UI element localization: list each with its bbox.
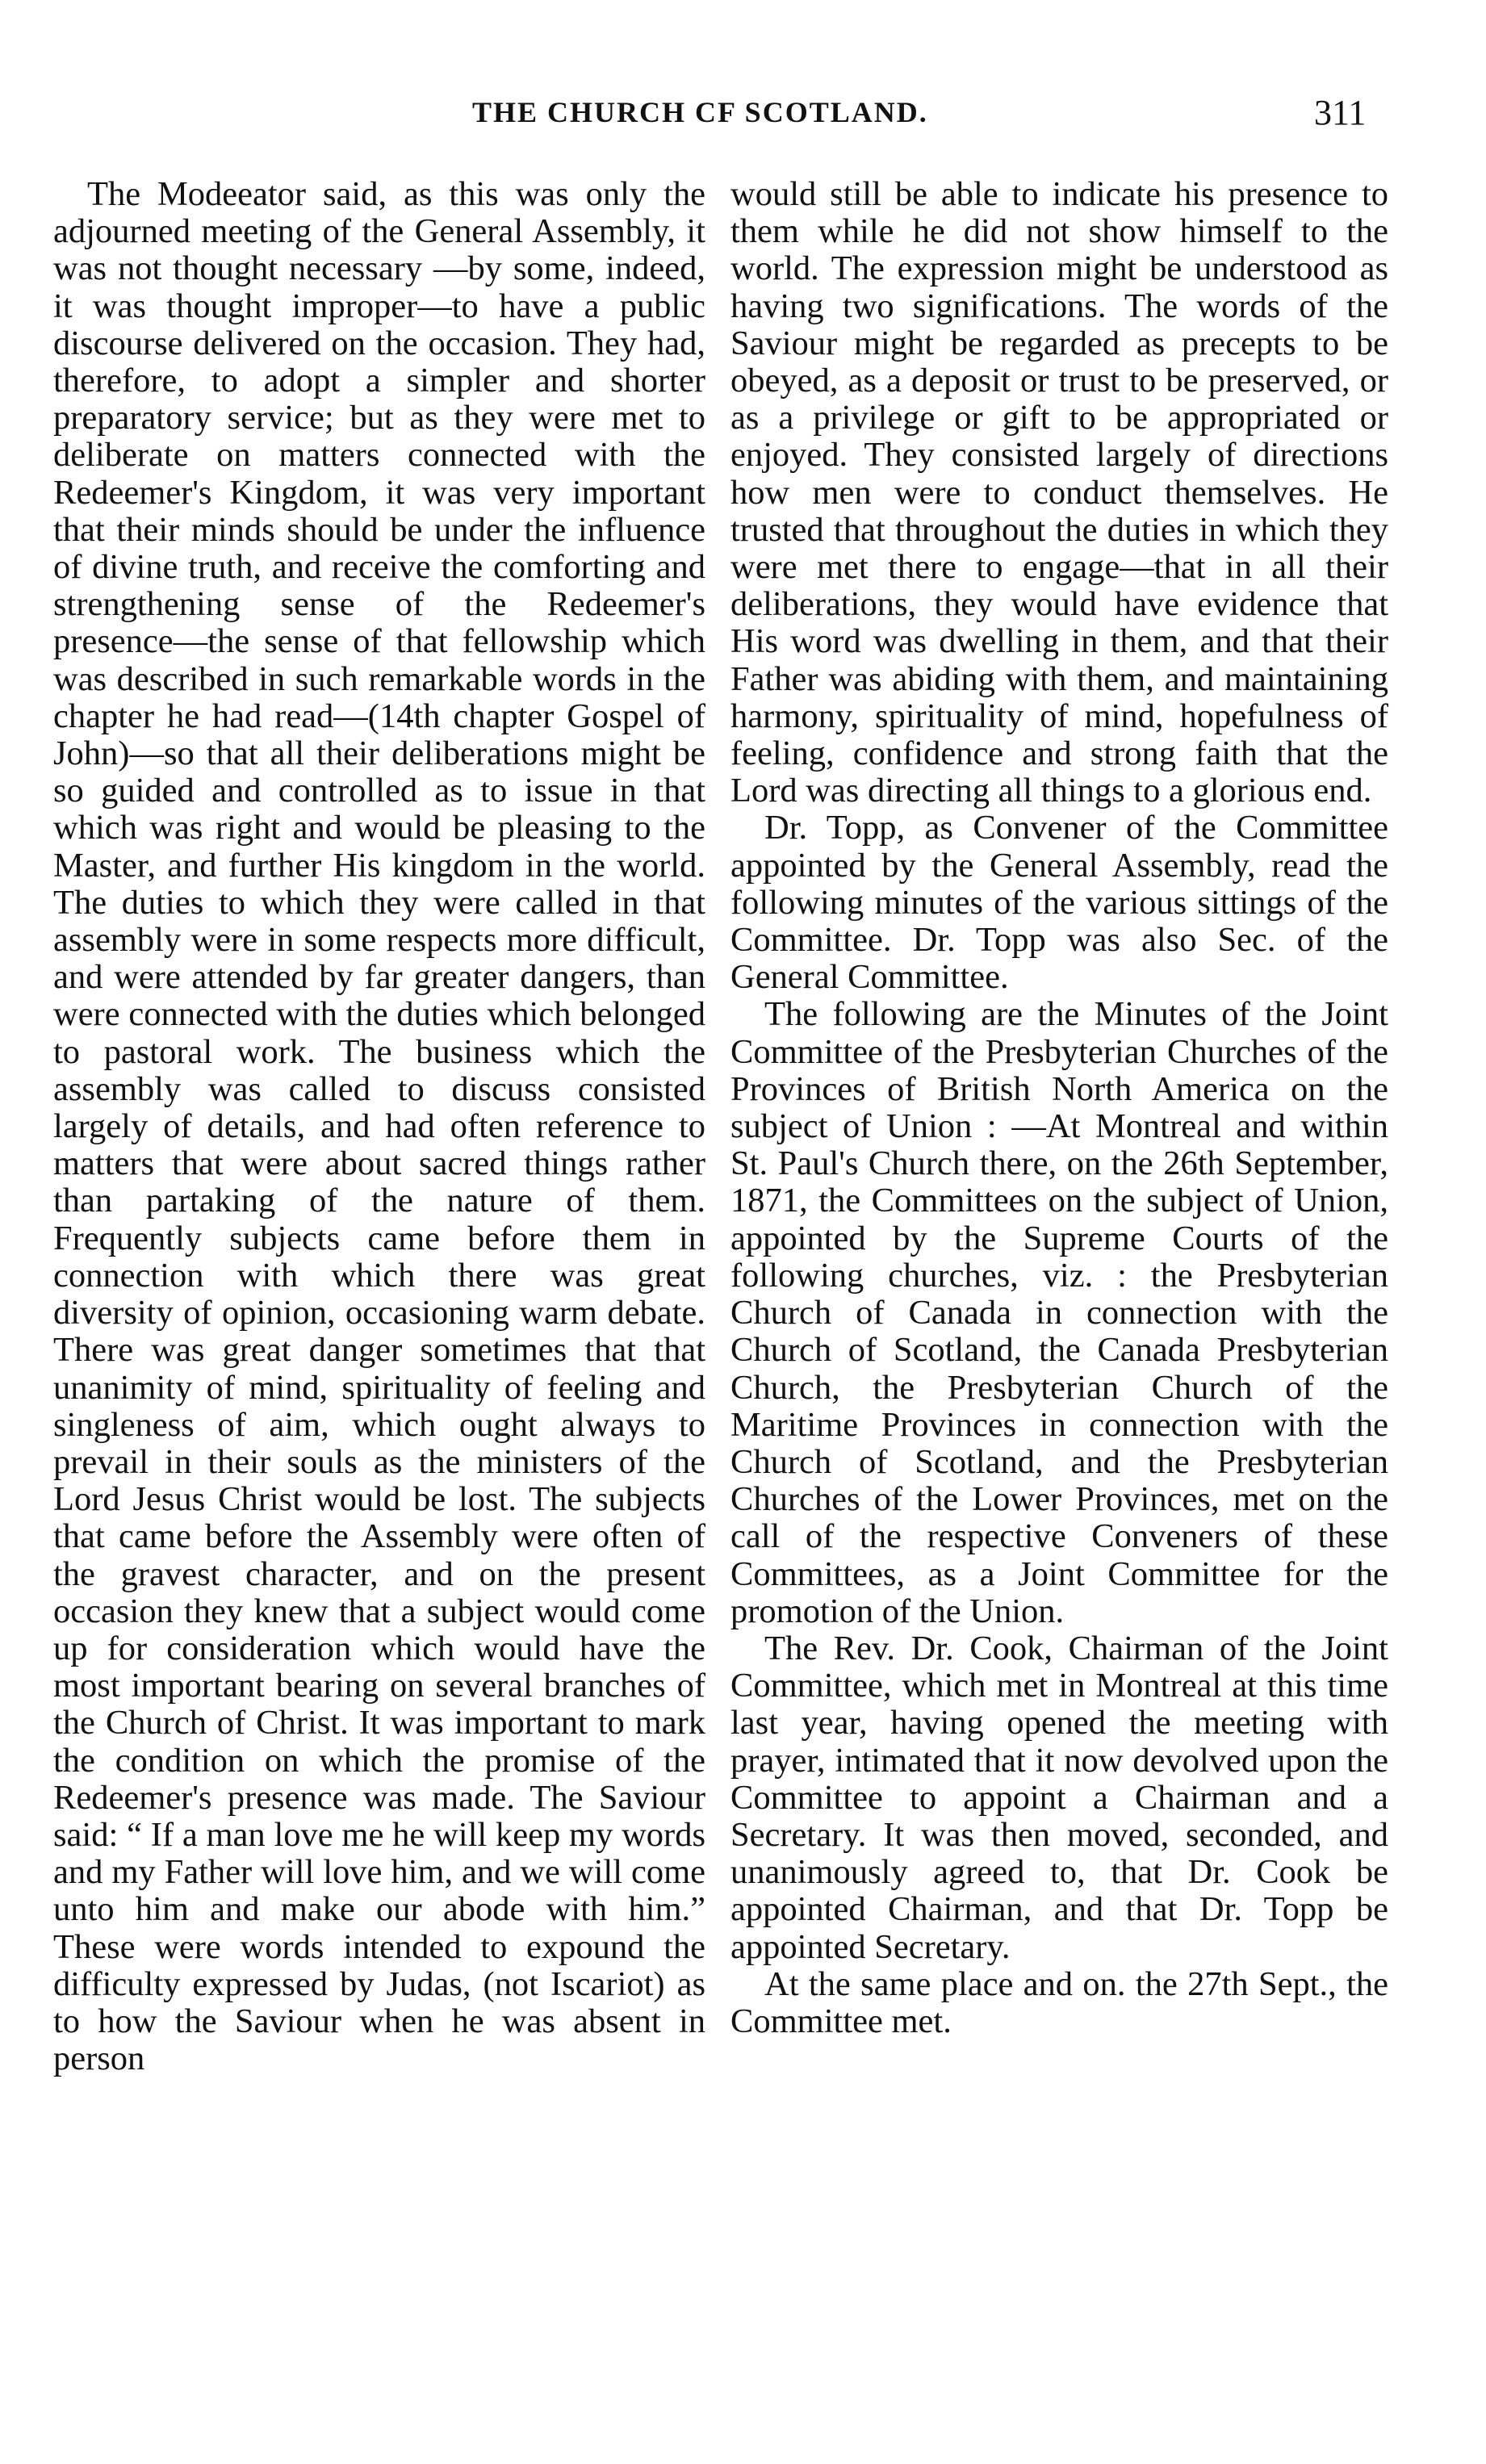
page-number: 311 <box>1314 93 1367 132</box>
paragraph: At the same place and on. the 27th Sept., the Committee met. <box>730 1964 1388 2040</box>
running-header <box>0 95 1486 144</box>
paragraph: The Modeeator said, as this was only the adjourned meeting of the General Assembly, it was not thought necessary —by some, indeed, it was thought improper—to have a public discourse delivered on the occasion. They had, therefore, to adopt a simpler and shorter preparatory service; but as they were met to deliberate on matters connected with the Redeemer's Kingdom, it was very important that their minds should be under the influence of divine truth, and receive the comforting and strengthening sense of the Redeemer's presence—the sense of that fellowship which was described in such remarkable words in the chapter he had read—(14th chapter Gospel of John)—so that all their deliberations might be so guided and controlled as to issue in that which was right and would be pleasing to the Master, and further His kingdom in the world. The duties to which they were called in that assembly were in some respects more difficult, and were attended by far greater dangers, than were connected with the duties which belonged to pastoral work. The business which the assembly was called to discuss consisted largely of details, and had often reference to matters that were about sacred things rather than partaking of the nature of them. Frequently subjects came before them in connection with which there was great diversity of opinion, occasioning warm debate. There was great danger sometimes that that unanimity of mind, spirituality of feeling and singleness of aim, which ought always to prevail in their souls as the ministers of the Lord Jesus Christ would be lost. The subjects that came before the Assembly were often of the gravest character, and on the present occasion they knew that a subject would come up for consideration which would have the most important bearing on several branches of the Church of Christ. It was important to mark the condition on which the promise of the Redeemer's presence was made. The Saviour said: “ If a man love me he will keep my words and my Father will love him, and we will come unto him and make our abode with him.” These were words intended to expound the difficulty expressed by Judas, (not Iscariot) as to how the Saviour when he was absent in person <box>53 175 705 2078</box>
paragraph: Dr. Topp, as Convener of the Committee appointed by the General Assembly, read the following minutes of the various sittings of the Committee. Dr. Topp was also Sec. of the General Committee. <box>730 809 1388 997</box>
running-title: THE CHURCH CF SCOTLAND. <box>472 96 928 128</box>
left-column <box>53 176 705 2077</box>
paragraph: The following are the Minutes of the Joint Committee of the Presbyterian Churches of the Provinces of British North America on the subject of Union : —At Montreal and within St. Paul's Church there, on the 26th September, 1871, the Committees on the subject of Union, appointed by the Supreme Courts of the following churches, viz. : the Presbyterian Church of Canada in connection with the Church of Scotland, the Canada Presbyterian Church, the Presbyterian Church of the Maritime Provinces in connection with the Church of Scotland, and the Presbyterian Churches of the Lower Provinces, met on the call of the respective Conveners of these Committees, as a Joint Committee for the promotion of the Union. <box>730 995 1388 1630</box>
right-column <box>730 176 1388 2040</box>
paragraph-continued: would still be able to indicate his presence to them while he did not show himself to the world. The expression might be understood as having two significations. The words of the Saviour might be regarded as precepts to be obeyed, as a deposit or trust to be preserved, or as a privilege or gift to be appropriated or enjoyed. They consisted largely of directions how men were to conduct themselves. He trusted that throughout the duties in which they were met there to engage—that in all their deliberations, they would have evidence that His word was dwelling in them, and that their Father was abiding with them, and maintaining harmony, spirituality of mind, hopefulness of feeling, confidence and strong faith that the Lord was directing all things to a glorious end. <box>730 175 1388 810</box>
paragraph: The Rev. Dr. Cook, Chairman of the Joint Committee, which met in Montreal at this time last year, having opened the meeting with prayer, intimated that it now devolved upon the Committee to appoint a Chairman and a Secretary. It was then moved, seconded, and unanimously agreed to, that Dr. Cook be appointed Chairman, and that Dr. Topp be appointed Secretary. <box>730 1629 1388 1966</box>
